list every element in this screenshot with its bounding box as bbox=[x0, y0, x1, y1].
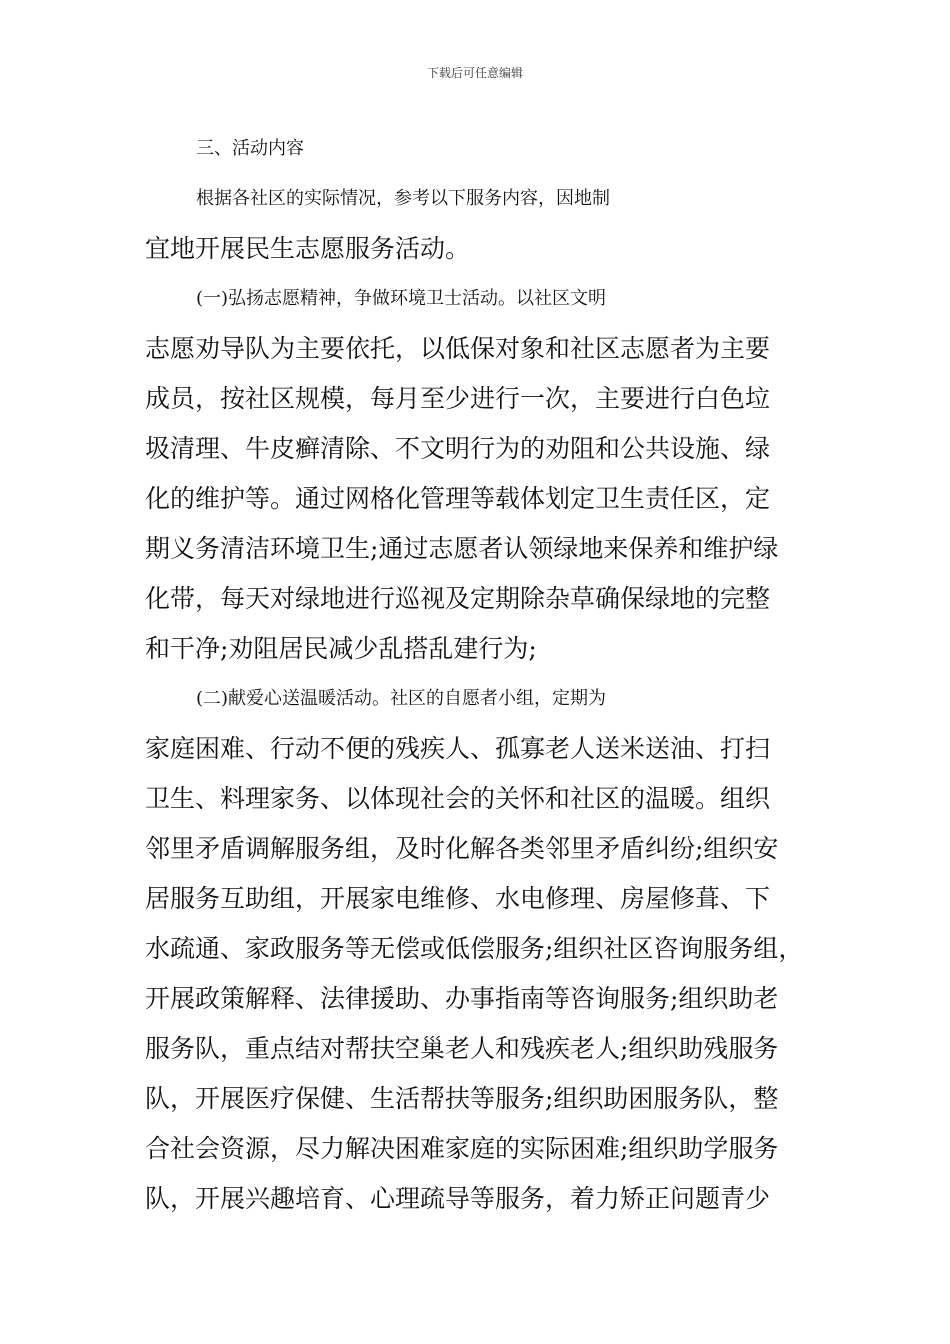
text-line: (二)献爱心送温暖活动。社区的自愿者小组，定期为 bbox=[196, 688, 607, 709]
text-line: 家庭困难、行动不便的残疾人、孤寡老人送米送油、打扫 bbox=[145, 734, 771, 763]
text-line: 合社会资源，尽力解决困难家庭的实际困难;组织助学服务 bbox=[145, 1134, 779, 1163]
text-line: 卫生、料理家务、以体现社会的关怀和社区的温暖。组织 bbox=[145, 784, 771, 813]
text-line: 宜地开展民生志愿服务活动。 bbox=[145, 234, 471, 263]
document-body bbox=[145, 124, 815, 1224]
text-line: 开展政策解释、法律援助、办事指南等咨询服务;组织助老 bbox=[145, 984, 779, 1013]
text-line: 水疏通、家政服务等无偿或低偿服务;组织社区咨询服务组， bbox=[145, 934, 804, 963]
text-line: 成员，按社区规模，每月至少进行一次，主要进行白色垃 bbox=[145, 384, 771, 413]
paragraph-lines bbox=[145, 174, 815, 1224]
text-line: 圾清理、牛皮癣清除、不文明行为的劝阻和公共设施、绿 bbox=[145, 434, 771, 463]
text-line: 化带，每天对绿地进行巡视及定期除杂草确保绿地的完整 bbox=[145, 584, 771, 613]
text-line: 服务队，重点结对帮扶空巢老人和残疾老人;组织助残服务 bbox=[145, 1034, 779, 1063]
text-line: 队，开展医疗保健、生活帮扶等服务;组织助困服务队，整 bbox=[145, 1084, 779, 1113]
text-line: 邻里矛盾调解服务组，及时化解各类邻里矛盾纠纷;组织安 bbox=[145, 834, 779, 863]
text-line: 和干净;劝阻居民减少乱搭乱建行为; bbox=[145, 634, 537, 663]
text-line: 化的维护等。通过网格化管理等载体划定卫生责任区，定 bbox=[145, 484, 771, 513]
text-line: (一)弘扬志愿精神，争做环境卫士活动。以社区文明 bbox=[196, 288, 607, 309]
text-line: 期义务清洁环境卫生;通过志愿者认领绿地来保养和维护绿 bbox=[145, 534, 779, 563]
text-line: 居服务互助组，开展家电维修、水电修理、房屋修葺、下 bbox=[145, 884, 771, 913]
section-title: 三、活动内容 bbox=[196, 138, 304, 159]
page-header: 下载后可任意编辑 bbox=[426, 66, 523, 80]
text-line: 根据各社区的实际情况，参考以下服务内容，因地制 bbox=[196, 188, 610, 209]
text-line: 志愿劝导队为主要依托，以低保对象和社区志愿者为主要 bbox=[145, 334, 771, 363]
text-line: 队，开展兴趣培育、心理疏导等服务，着力矫正问题青少 bbox=[145, 1184, 771, 1213]
